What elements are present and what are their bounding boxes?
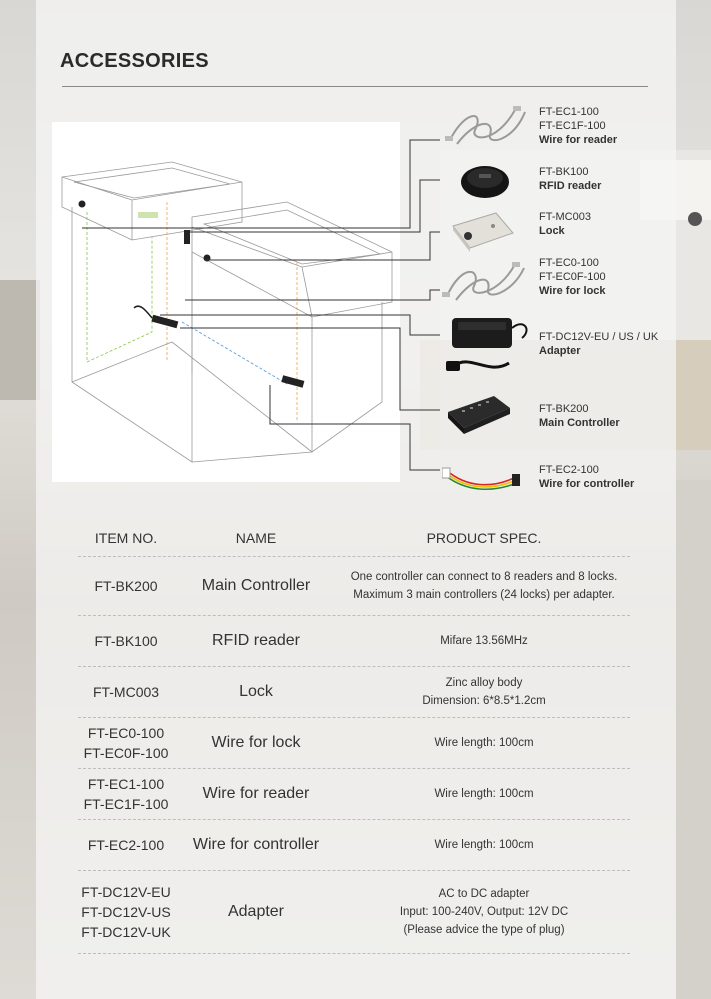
item-name: Adapter [227, 903, 285, 920]
table-row [78, 769, 630, 820]
heading-divider [62, 86, 648, 87]
item-number: FT-EC1-100 FT-EC1F-100 [83, 776, 169, 812]
accessory-code: FT-MC003 [539, 211, 591, 223]
accessory-code: FT-BK100 [539, 166, 589, 178]
accessory-code: FT-BK200 [539, 403, 589, 415]
item-name: Wire for reader [202, 785, 310, 802]
accessory-name: Adapter [539, 345, 581, 357]
accessory-code: FT-DC12V-EU / US / UK [539, 331, 659, 343]
accessory-name: RFID reader [539, 180, 602, 192]
item-number: FT-EC0-100 FT-EC0F-100 [83, 725, 169, 761]
accessory-name: Wire for lock [539, 285, 606, 297]
accessory-name: Lock [539, 225, 565, 237]
accessory-code: FT-EC0-100 [539, 257, 599, 269]
accessory-code: FT-EC0F-100 [539, 271, 606, 283]
accessory-label-main-controller [539, 402, 620, 430]
accessory-label-wire-for-reader [539, 105, 617, 147]
accessory-label-wire-for-lock [539, 256, 606, 298]
accessory-label-adapter [539, 330, 658, 358]
accessory-name: Wire for reader [539, 134, 618, 146]
item-name: Wire for lock [211, 734, 301, 751]
table-header-row [78, 520, 630, 557]
item-spec: Mifare 13.56MHz [440, 635, 528, 647]
item-spec: Zinc alloy body Dimension: 6*8.5*1.2cm [422, 677, 546, 707]
accessory-label-lock [539, 210, 591, 238]
item-spec: Wire length: 100cm [434, 737, 534, 749]
rfid-reader-icon [455, 160, 515, 202]
item-spec: Wire length: 100cm [434, 788, 534, 800]
table-row [78, 557, 630, 616]
table-row [78, 667, 630, 718]
adapter-icon [444, 308, 536, 378]
installation-diagram [52, 122, 400, 482]
accessory-name: Main Controller [539, 417, 620, 429]
lock-icon [448, 208, 518, 254]
item-number: FT-BK200 [94, 578, 158, 594]
column-header-name: NAME [235, 530, 277, 546]
main-controller-icon [444, 390, 514, 438]
wire-for-lock-icon [442, 258, 530, 302]
item-spec: One controller can connect to 8 readers and 8 locks. Maximum 3 main controllers (24 locks) per adapter. [350, 571, 618, 601]
item-name: Main Controller [201, 577, 311, 594]
item-number: FT-EC2-100 [87, 837, 165, 853]
table-row [78, 718, 630, 769]
cabinet-diagram-svg [52, 122, 400, 482]
accessory-code: FT-EC1-100 [539, 106, 599, 118]
item-number: FT-DC12V-EU FT-DC12V-US FT-DC12V-UK [81, 884, 171, 940]
item-spec: AC to DC adapter Input: 100-240V, Output: 12V DC (Please advice the type of plug) [399, 888, 569, 936]
wire-for-reader-icon [445, 100, 533, 150]
page-title: ACCESSORIES [60, 50, 209, 72]
accessory-code: FT-EC2-100 [539, 464, 599, 476]
accessory-label-rfid-reader [539, 165, 601, 193]
column-header-spec: PRODUCT SPEC. [426, 530, 542, 546]
table-row [78, 820, 630, 871]
item-name: Lock [239, 683, 273, 700]
accessory-label-wire-for-controller [539, 463, 634, 491]
table-row [78, 616, 630, 667]
wire-for-controller-icon [442, 460, 522, 494]
item-number: FT-BK100 [94, 633, 158, 649]
item-name: RFID reader [211, 632, 301, 649]
column-header-item: ITEM NO. [94, 530, 158, 546]
item-spec: Wire length: 100cm [434, 839, 534, 851]
accessory-code: FT-EC1F-100 [539, 120, 606, 132]
accessory-name: Wire for controller [539, 478, 635, 490]
spec-table [78, 520, 630, 954]
item-name: Wire for controller [192, 836, 320, 853]
table-row [78, 871, 630, 954]
item-number: FT-MC003 [92, 684, 160, 700]
